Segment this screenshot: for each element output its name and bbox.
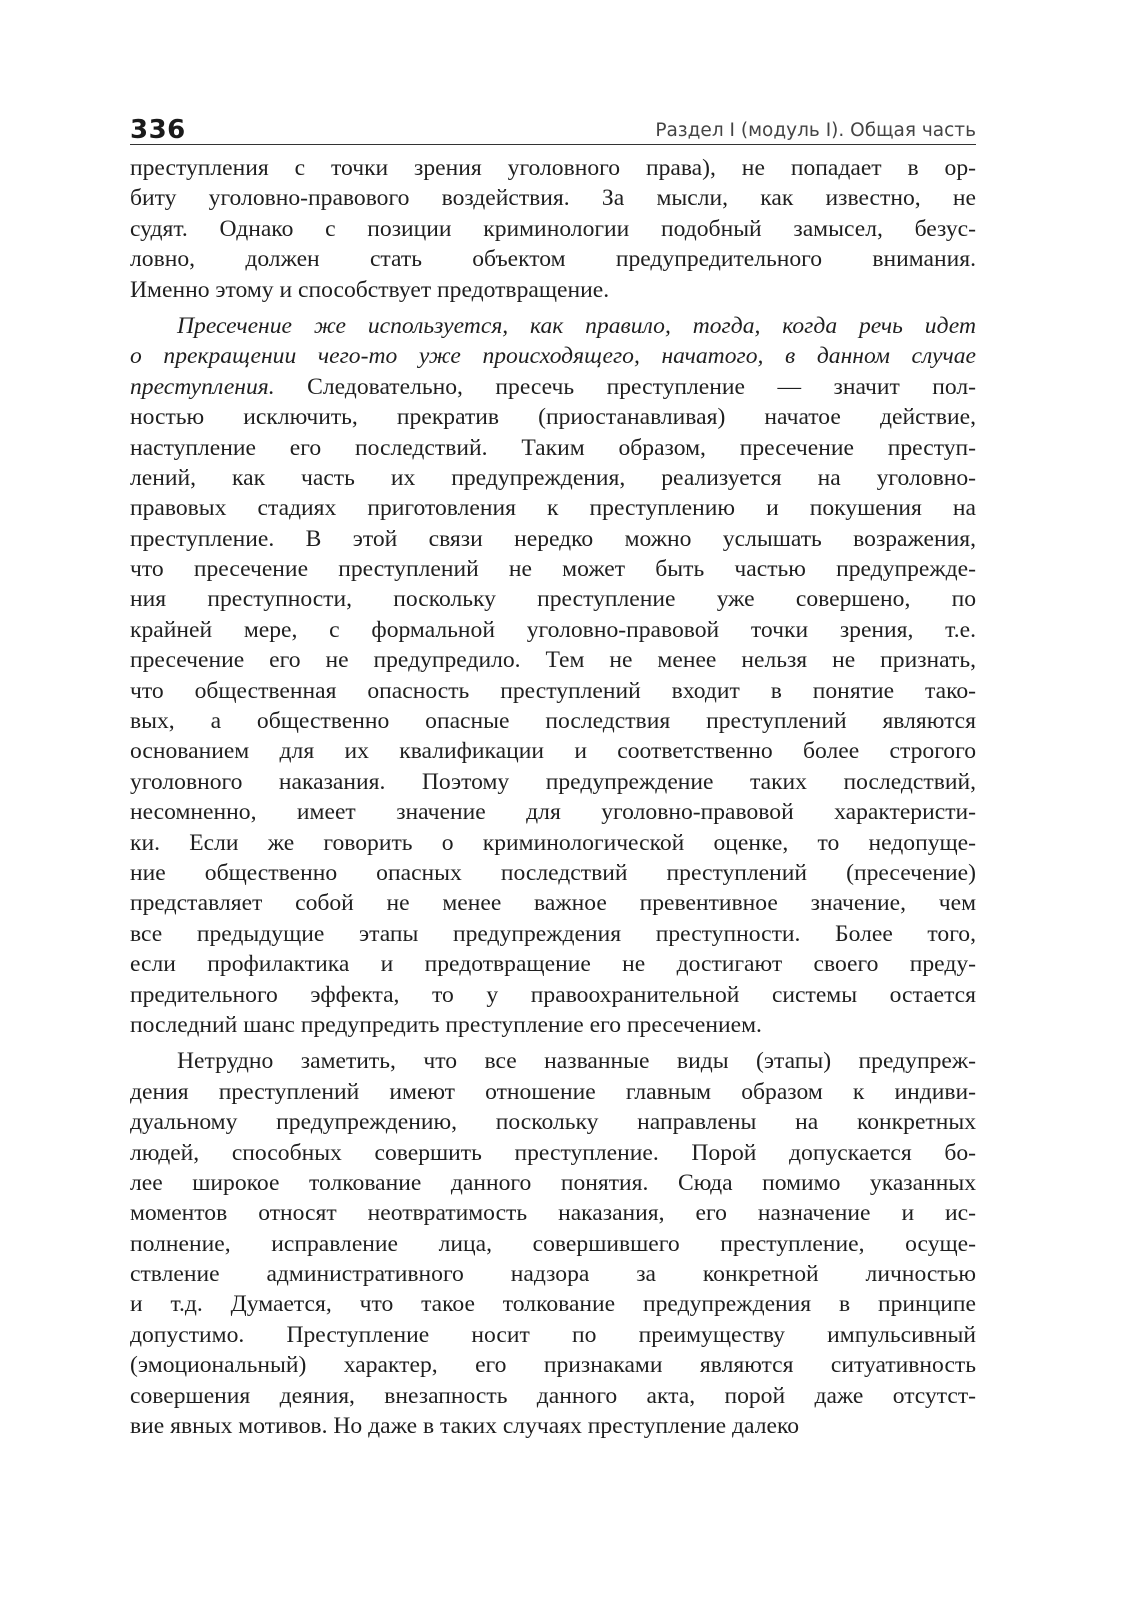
text-line: уголовного наказания. Поэтому предупреждение таких последствий, [130, 768, 976, 795]
text-line: правовых стадиях приготовления к преступлению и покушения на [130, 495, 976, 522]
text-line: ностью исключить, прекратив (приостанавливая) начатое действие, [130, 404, 976, 431]
running-head [130, 112, 976, 145]
text-line: о прекращении чего-то уже происходящего, начатого, в данном случае [130, 343, 976, 370]
text-line: совершения деяния, внезапность данного акта, порой даже отсутст- [130, 1382, 976, 1409]
paragraph [130, 311, 976, 1040]
text-line: все предыдущие этапы предупреждения преступности. Более того, [130, 920, 976, 947]
text-line: крайней мере, с формальной уголовно-правовой точки зрения, т.е. [130, 616, 976, 643]
text-line: что общественная опасность преступлений входит в понятие тако- [130, 677, 976, 704]
text-line: ки. Если же говорить о криминологической оценке, то недопуще- [130, 829, 976, 856]
text-line: дения преступлений имеют отношение главным образом к индиви- [130, 1078, 976, 1105]
text-line: Нетрудно заметить, что все названные виды (этапы) предупреж- [177, 1048, 976, 1075]
text-line: последний шанс предупредить преступление его пресечением. [130, 1011, 762, 1038]
text-line: несомненно, имеет значение для уголовно-правовой характеристи- [130, 799, 976, 826]
page-number: 336 [130, 115, 186, 145]
section-title: Раздел I (модуль I). Общая часть [655, 119, 976, 141]
text-line: ния преступности, поскольку преступление уже совершено, по [130, 586, 976, 613]
text-line: преступления. Следовательно, пресечь преступление — значит пол- [130, 373, 976, 400]
paragraph [130, 1046, 976, 1441]
text-line: судят. Однако с позиции криминологии подобный замысел, безус- [130, 215, 976, 242]
text-line: полнение, исправление лица, совершившего преступление, осуще- [130, 1230, 976, 1257]
text-line: представляет собой не менее важное превентивное значение, чем [130, 890, 976, 917]
italic-fragment: преступления. [130, 373, 275, 400]
text-line: пресечение его не предупредило. Тем не менее нельзя не признать, [130, 647, 976, 674]
page-body [130, 153, 976, 1441]
text-line: лений, как часть их предупреждения, реализуется на уголовно- [130, 464, 976, 491]
paragraph [130, 153, 976, 305]
text-line: Именно этому и способствует предотвращение. [130, 276, 610, 303]
text-line: вие явных мотивов. Но даже в таких случаях преступление далеко [130, 1413, 799, 1440]
text-line: преступление. В этой связи нередко можно услышать возражения, [130, 525, 976, 552]
text-line: преступления с точки зрения уголовного права), не попадает в ор- [130, 155, 976, 181]
text-line: предительного эффекта, то у правоохранительной системы остается [130, 981, 976, 1008]
text-line: что пресечение преступлений не может быть частью предупрежде- [130, 556, 976, 583]
text-line: моментов относят неотвратимость наказания, его назначение и ис- [130, 1200, 976, 1227]
text-line: ловно, должен стать объектом предупредительного внимания. [130, 246, 976, 273]
text-line: людей, способных совершить преступление. Порой допускается бо- [130, 1139, 976, 1166]
text-line: допустимо. Преступление носит по преимуществу импульсивный [130, 1321, 976, 1348]
text-line: если профилактика и предотвращение не достигают своего преду- [130, 951, 976, 978]
text-line: дуальному предупреждению, поскольку направлены на конкретных [130, 1109, 976, 1136]
text-line: биту уголовно-правового воздействия. За мысли, как известно, не [130, 185, 976, 212]
text-line: лее широкое толкование данного понятия. Сюда помимо указанных [130, 1169, 976, 1196]
text-line: ние общественно опасных последствий преступлений (пресечение) [130, 859, 976, 886]
text-line: Пресечение же используется, как правило, тогда, когда речь идет [177, 312, 976, 339]
text-line: ствление административного надзора за конкретной личностью [130, 1261, 976, 1288]
book-page [130, 112, 976, 1552]
text-line: и т.д. Думается, что такое толкование предупреждения в принципе [130, 1291, 976, 1318]
text-line: (эмоциональный) характер, его признаками являются ситуативность [130, 1352, 976, 1379]
text-line: основанием для их квалификации и соответственно более строгого [130, 738, 976, 765]
text-line: наступление его последствий. Таким образом, пресечение преступ- [130, 434, 976, 461]
text-line: вых, а общественно опасные последствия преступлений являются [130, 708, 976, 735]
